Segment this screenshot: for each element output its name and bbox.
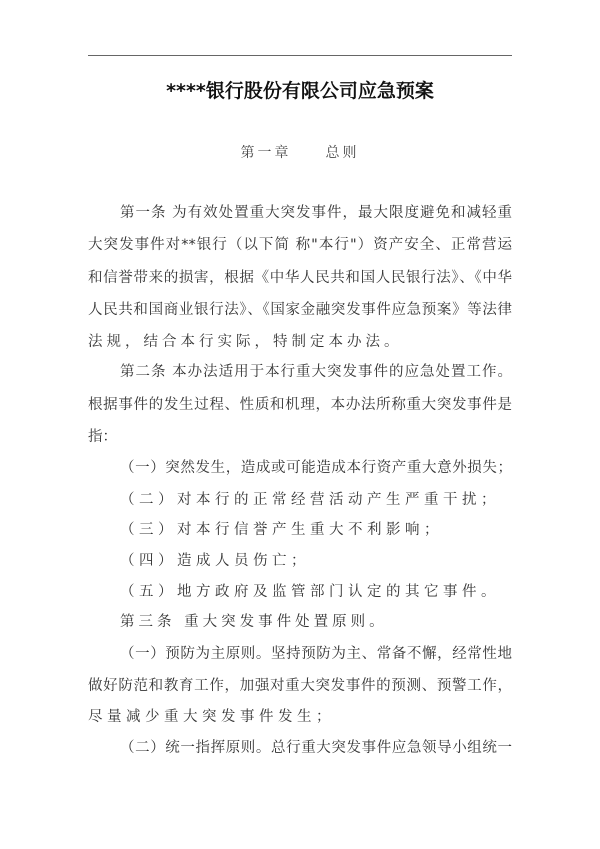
chapter-heading: 第一章 总则 — [240, 145, 360, 161]
paragraph-line: （二）统一指挥原则。总行重大突发事件应急领导小组统一 — [120, 740, 512, 756]
paragraph-line: 指： — [88, 429, 117, 445]
list-item: （三）对本行信誉产生重大不利影响； — [120, 522, 443, 538]
list-item: （二）对本行的正常经营活动产生严重干扰； — [120, 492, 500, 508]
paragraph-line: 法规，结合本行实际，特制定本办法。 — [88, 334, 403, 350]
paragraph-line: 做好防范和教育工作，加强对重大突发事件的预测、预警工作， — [88, 678, 512, 694]
list-item: （四）造成人员伤亡； — [120, 553, 310, 569]
paragraph-line: 根据事件的发生过程、性质和机理，本办法所称重大突发事件是 — [88, 397, 512, 413]
paragraph-line: 第二条 本办法适用于本行重大突发事件的应急处置工作。 — [120, 364, 512, 380]
header-rule — [88, 55, 512, 56]
document-title: ****银行股份有限公司应急预案 — [166, 80, 434, 102]
paragraph-line: （一）预防为主原则。坚持预防为主、常备不懈，经常性地 — [120, 646, 512, 662]
list-item: （五）地方政府及监管部门认定的其它事件。 — [120, 584, 500, 600]
paragraph-line: 尽量减少重大突发事件发生； — [88, 709, 335, 725]
paragraph-line: 大突发事件对**银行（以下简 称"本行"）资产安全、正常营运 — [88, 237, 512, 253]
paragraph-line: 和信誉带来的损害，根据《中华人民共和国人民银行法》、《中华 — [88, 270, 512, 286]
list-item: （一）突然发生，造成或可能造成本行资产重大意外损失； — [120, 460, 512, 476]
paragraph-line: 人民共和国商业银行法》、《国家金融突发事件应急预案》等法律 — [88, 302, 512, 318]
paragraph-line: 第一条 为有效处置重大突发事件，最大限度避免和减轻重 — [120, 205, 512, 221]
paragraph-line: 第三条 重大突发事件处置原则。 — [120, 614, 388, 630]
